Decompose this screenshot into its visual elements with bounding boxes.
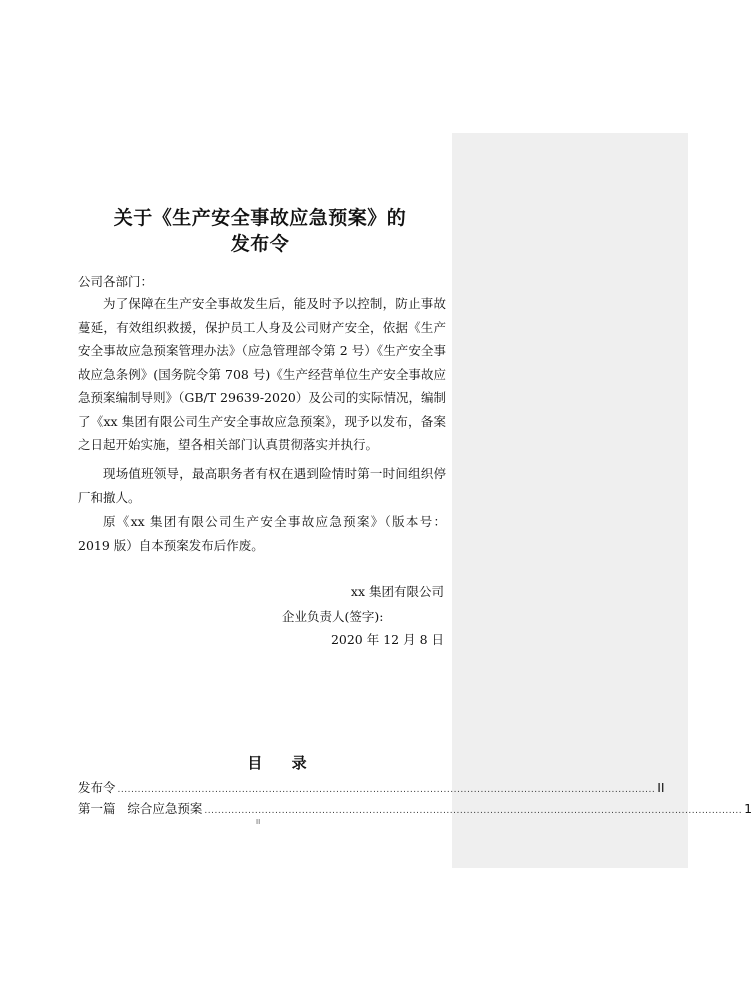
toc-leader-dots: ................................................................................................................................................................ xyxy=(117,785,656,795)
toc-entry-label: 发布令 xyxy=(78,780,116,795)
toc-title: 目 录 xyxy=(247,754,319,772)
paragraph-1: 为了保障在生产安全事故发生后，能及时予以控制，防止事故蔓延，有效组织救援，保护员工人身及公司财产安全，依据《生产安全事故应急预案管理办法》（应急管理部令第 2 号）《生产安全事故应急条例》(国务院令第 708 号)《生产经营单位生产安全事故应急预案编制导则》（GB/T 29639-2020）及公司的实际情况，编制了《xx 集团有限公司生产安全事故应急预案》，现予以发布，备案之日起开始实施，望各相关部门认真贯彻落实并执行。 xyxy=(78,296,446,452)
toc-leader-dots: ................................................................................................................................................................ xyxy=(204,806,743,816)
signature-date: 2020 年 12 月 8 日 xyxy=(330,632,444,647)
toc-entry[interactable] xyxy=(78,778,665,796)
document-title-line1: 关于《生产安全事故应急预案》的 xyxy=(113,207,407,229)
toc-entry-page: 1 xyxy=(744,801,752,816)
document-title-line2: 发布令 xyxy=(230,233,290,255)
footer-page-number: II xyxy=(256,818,261,826)
signature-company: xx 集团有限公司 xyxy=(350,584,444,599)
paragraph-2: 现场值班领导，最高职务者有权在遇到险情时第一时间组织停厂和撤人。 xyxy=(78,466,446,505)
toc-entry-label: 第一篇 综合应急预案 xyxy=(78,801,203,816)
paragraph-3: 原《xx 集团有限公司生产安全事故应急预案》（版本号：2019 版）自本预案发布后作废。 xyxy=(78,514,446,553)
signature-person: 企业负责人(签字): xyxy=(282,609,384,624)
toc-entry-page: II xyxy=(657,780,665,795)
salutation: 公司各部门： xyxy=(78,274,154,289)
toc-entry[interactable] xyxy=(78,799,752,817)
